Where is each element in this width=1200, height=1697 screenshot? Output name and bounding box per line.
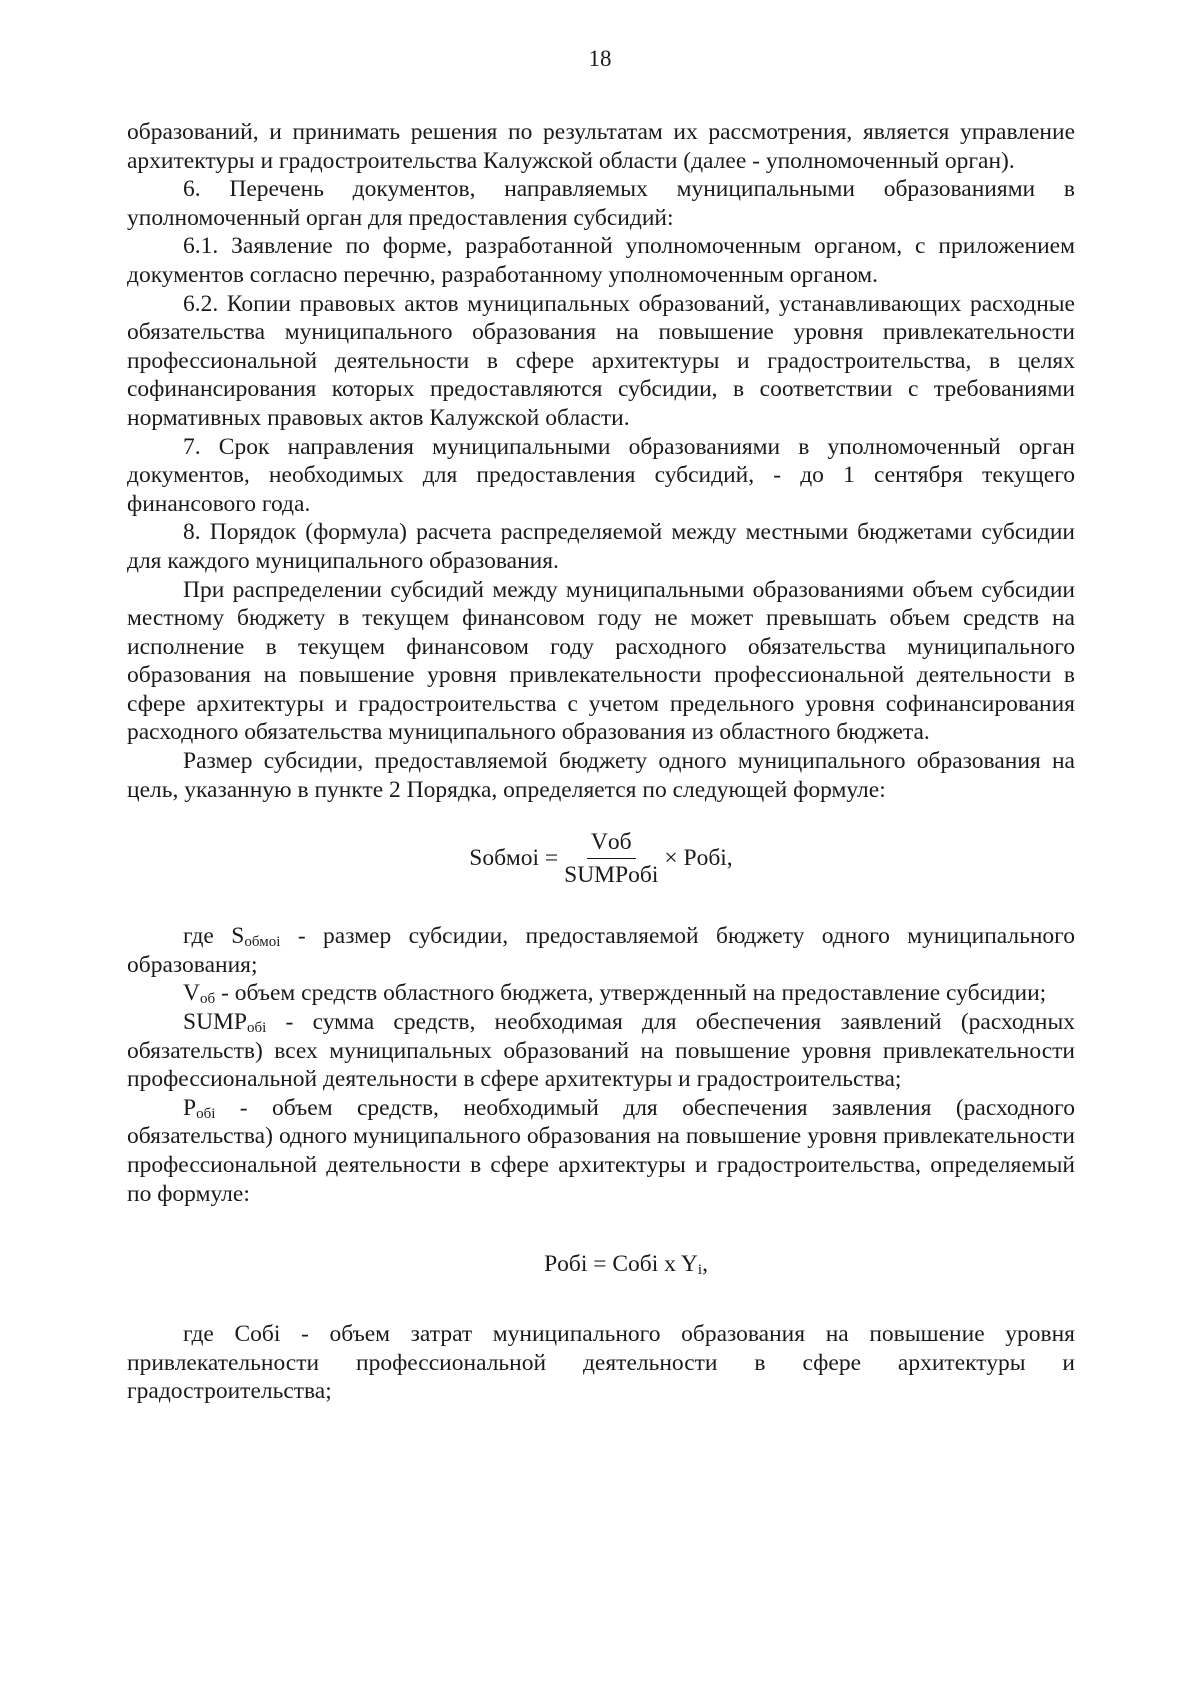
definition-text: - размер субсидии, предоставляемой бюджету одного муниципального образования; — [127, 923, 1075, 978]
paragraph-item-8: 8. Порядок (формула) расчета распределяемой между местными бюджетами субсидии для каждого муниципального образования. — [127, 519, 1075, 574]
definition-subscript: об — [199, 991, 216, 1008]
paragraph-item-6: 6. Перечень документов, направляемых муниципальными образованиями в уполномоченный орган для предоставления субсидий: — [127, 176, 1075, 231]
definition-text: - объем средств областного бюджета, утвержденный на предоставление субсидии; — [215, 980, 1047, 1007]
definition-v — [127, 979, 1075, 1008]
definition-term: где S — [183, 923, 245, 950]
formula-rhs: × Pобi, — [664, 845, 733, 872]
formula-p-main: Pобi = Cобi x Y — [544, 1251, 698, 1278]
paragraph-item-7: 7. Срок направления муниципальными образованиями в уполномоченный орган документов, необходимых для предоставления субсидий, - до 1 сентября текущего финансового года. — [127, 433, 1075, 517]
formula-fraction — [564, 828, 658, 889]
definition-p — [127, 1094, 1075, 1208]
definition-c: где Cобi - объем затрат муниципального образования на повышение уровня привлекательности профессиональной деятельности в сфере архитектуры и градостроительства; — [127, 1321, 1075, 1405]
formula-denominator: SUMPобi — [564, 862, 659, 889]
paragraph-continuation: образований, и принимать решения по результатам их рассмотрения, является управление архитектуры и градостроительства Калужской области (далее - уполномоченный орган). — [127, 119, 1075, 174]
definition-subscript: обi — [247, 1020, 267, 1037]
paragraph-subsidy-size: Размер субсидии, предоставляемой бюджету одного муниципального образования на цель, указанную в пункте 2 Порядка, определяется по следующей формуле: — [127, 748, 1075, 803]
formula-lhs: Sобмоi = — [469, 845, 559, 872]
definition-subscript: обмоi — [244, 934, 281, 951]
paragraph-item-6-2: 6.2. Копии правовых актов муниципальных образований, устанавливающих расходные обязательства муниципального образования на повышение уровня привлекательности профессиональной деятельности в сфере архитектуры и градостроительства, в целях софинансирования которых предоставляются субсидии, в соответствии с требованиями нормативных правовых актов Калужской области. — [127, 290, 1075, 431]
document-body — [127, 118, 1075, 1406]
definition-sump — [127, 1008, 1075, 1094]
definition-text: - сумма средств, необходимая для обеспечения заявлений (расходных обязательств) всех муниципальных образований на повышение уровня привлекательности профессиональной деятельности в сфере архитектуры и градостроительства; — [127, 1009, 1075, 1093]
formula-subsidy — [127, 804, 1075, 922]
definition-s — [127, 922, 1075, 979]
formula-p-tail: , — [702, 1251, 708, 1278]
paragraph-item-6-1: 6.1. Заявление по форме, разработанной уполномоченным органом, с приложением документов согласно перечню, разработанному уполномоченным органом. — [127, 233, 1075, 288]
definition-term: SUMP — [183, 1009, 248, 1036]
formula-p-subscript: i — [697, 1262, 703, 1279]
definition-term: P — [183, 1094, 197, 1121]
page-number: 18 — [588, 46, 612, 71]
formula-numerator: Vоб — [587, 828, 636, 859]
formula-p — [127, 1208, 1075, 1320]
definition-text: - объем средств, необходимый для обеспечения заявления (расходного обязательства) одного муниципального образования на повышение уровня привлекательности профессиональной деятельности в сфере архитектуры и градостроительства, определяемый по формуле: — [127, 1094, 1075, 1207]
definition-subscript: обi — [196, 1105, 216, 1122]
definition-term: V — [183, 980, 200, 1007]
paragraph-distribution: При распределении субсидий между муниципальными образованиями объем субсидии местному бюджету в текущем финансовом году не может превышать объем средств на исполнение в текущем финансовом году расходного обязательства муниципального образования на повышение уровня привлекательности профессиональной деятельности в сфере архитектуры и градостроительства с учетом предельного уровня софинансирования расходного обязательства муниципального образования из областного бюджета. — [127, 576, 1075, 746]
